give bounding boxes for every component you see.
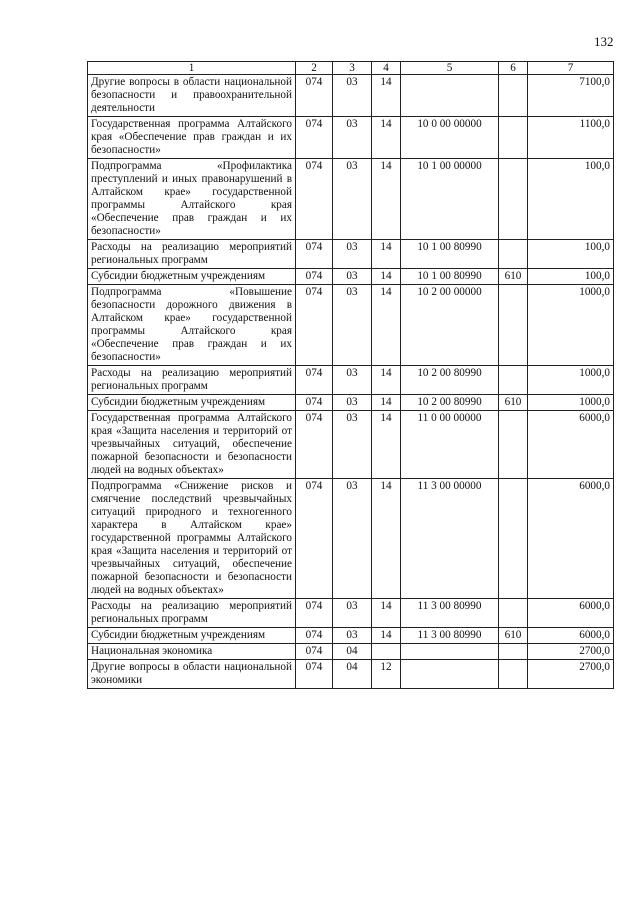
table-header-row xyxy=(88,62,614,75)
target-article-cell xyxy=(401,660,499,689)
table-row xyxy=(88,599,614,628)
expense-type-cell xyxy=(499,159,528,240)
target-article-cell: 10 1 00 80990 xyxy=(401,240,499,269)
amount-cell: 6000,0 xyxy=(528,628,614,644)
amount-cell: 100,0 xyxy=(528,240,614,269)
column-3-cell: 03 xyxy=(333,269,372,285)
target-article-cell: 10 2 00 80990 xyxy=(401,395,499,411)
amount-cell: 6000,0 xyxy=(528,411,614,479)
amount-cell: 6000,0 xyxy=(528,479,614,599)
column-4-cell: 14 xyxy=(372,159,401,240)
target-article-cell: 10 2 00 00000 xyxy=(401,285,499,366)
column-4-cell: 14 xyxy=(372,366,401,395)
table-row xyxy=(88,117,614,159)
table-row xyxy=(88,644,614,660)
column-2-cell: 074 xyxy=(296,660,333,689)
row-name-cell: Субсидии бюджетным учреждениям xyxy=(88,628,296,644)
amount-cell: 1000,0 xyxy=(528,366,614,395)
column-2-cell: 074 xyxy=(296,479,333,599)
column-header: 6 xyxy=(499,62,528,75)
column-2-cell: 074 xyxy=(296,644,333,660)
expense-type-cell xyxy=(499,240,528,269)
row-name-cell: Другие вопросы в области национальной безопасности и правоохранительной деятельности xyxy=(88,75,296,117)
table-row xyxy=(88,240,614,269)
row-name-cell: Государственная программа Алтайского края «Защита населения и территорий от чрезвычайных ситуаций, обеспечение пожарной безопасности и безопасности людей на водных объектах» xyxy=(88,411,296,479)
table-row xyxy=(88,479,614,599)
column-4-cell: 14 xyxy=(372,117,401,159)
row-name-cell: Субсидии бюджетным учреждениям xyxy=(88,395,296,411)
column-3-cell: 03 xyxy=(333,411,372,479)
table-row xyxy=(88,628,614,644)
column-3-cell: 03 xyxy=(333,479,372,599)
row-name-cell: Подпрограмма «Снижение рисков и смягчение последствий чрезвычайных ситуаций природного и техногенного характера в Алтайском крае» государственной программы Алтайского края «Защита населения и территорий от чрезвычайных ситуаций, обеспечение пожарной безопасности и безопасности людей на водных объектах» xyxy=(88,479,296,599)
expense-type-cell: 610 xyxy=(499,269,528,285)
column-header: 4 xyxy=(372,62,401,75)
expense-type-cell xyxy=(499,479,528,599)
column-3-cell: 03 xyxy=(333,599,372,628)
table-row xyxy=(88,366,614,395)
row-name-cell: Расходы на реализацию мероприятий региональных программ xyxy=(88,240,296,269)
column-3-cell: 03 xyxy=(333,395,372,411)
expense-type-cell xyxy=(499,285,528,366)
column-header: 7 xyxy=(528,62,614,75)
table-row xyxy=(88,411,614,479)
column-3-cell: 03 xyxy=(333,159,372,240)
column-4-cell: 14 xyxy=(372,628,401,644)
column-3-cell: 03 xyxy=(333,628,372,644)
column-header: 2 xyxy=(296,62,333,75)
column-2-cell: 074 xyxy=(296,159,333,240)
row-name-cell: Государственная программа Алтайского края «Обеспечение прав граждан и их безопасности» xyxy=(88,117,296,159)
target-article-cell: 11 3 00 00000 xyxy=(401,479,499,599)
row-name-cell: Подпрограмма «Профилактика преступлений и иных правонарушений в Алтайском крае» государственной программы Алтайского края «Обеспечение прав граждан и их безопасности» xyxy=(88,159,296,240)
column-3-cell: 04 xyxy=(333,644,372,660)
column-3-cell: 03 xyxy=(333,285,372,366)
row-name-cell: Расходы на реализацию мероприятий региональных программ xyxy=(88,599,296,628)
target-article-cell: 10 1 00 80990 xyxy=(401,269,499,285)
target-article-cell: 11 0 00 00000 xyxy=(401,411,499,479)
column-3-cell: 03 xyxy=(333,117,372,159)
column-3-cell: 04 xyxy=(333,660,372,689)
expense-type-cell xyxy=(499,75,528,117)
expense-type-cell xyxy=(499,660,528,689)
amount-cell: 100,0 xyxy=(528,269,614,285)
expense-type-cell xyxy=(499,117,528,159)
column-2-cell: 074 xyxy=(296,75,333,117)
column-header: 1 xyxy=(88,62,296,75)
column-4-cell: 14 xyxy=(372,75,401,117)
amount-cell: 100,0 xyxy=(528,159,614,240)
table-row xyxy=(88,660,614,689)
expense-type-cell xyxy=(499,599,528,628)
expense-type-cell xyxy=(499,411,528,479)
expense-type-cell xyxy=(499,644,528,660)
target-article-cell: 11 3 00 80990 xyxy=(401,628,499,644)
row-name-cell: Другие вопросы в области национальной экономики xyxy=(88,660,296,689)
amount-cell: 2700,0 xyxy=(528,660,614,689)
table-row xyxy=(88,395,614,411)
budget-table xyxy=(87,61,614,689)
column-4-cell: 14 xyxy=(372,269,401,285)
target-article-cell: 11 3 00 80990 xyxy=(401,599,499,628)
column-4-cell: 14 xyxy=(372,599,401,628)
table-row xyxy=(88,285,614,366)
page-number: 132 xyxy=(594,34,614,49)
amount-cell: 7100,0 xyxy=(528,75,614,117)
table-body xyxy=(88,75,614,689)
column-3-cell: 03 xyxy=(333,366,372,395)
column-4-cell: 14 xyxy=(372,479,401,599)
column-2-cell: 074 xyxy=(296,599,333,628)
row-name-cell: Подпрограмма «Повышение безопасности дорожного движения в Алтайском крае» государственной программы Алтайского края «Обеспечение прав граждан и их безопасности» xyxy=(88,285,296,366)
target-article-cell: 10 1 00 00000 xyxy=(401,159,499,240)
column-4-cell: 14 xyxy=(372,240,401,269)
column-4-cell: 14 xyxy=(372,411,401,479)
row-name-cell: Расходы на реализацию мероприятий региональных программ xyxy=(88,366,296,395)
column-header: 5 xyxy=(401,62,499,75)
column-2-cell: 074 xyxy=(296,628,333,644)
table-row xyxy=(88,269,614,285)
amount-cell: 2700,0 xyxy=(528,644,614,660)
column-3-cell: 03 xyxy=(333,240,372,269)
row-name-cell: Субсидии бюджетным учреждениям xyxy=(88,269,296,285)
column-header: 3 xyxy=(333,62,372,75)
target-article-cell: 10 0 00 00000 xyxy=(401,117,499,159)
amount-cell: 1000,0 xyxy=(528,285,614,366)
column-2-cell: 074 xyxy=(296,395,333,411)
amount-cell: 1100,0 xyxy=(528,117,614,159)
table-row xyxy=(88,159,614,240)
amount-cell: 1000,0 xyxy=(528,395,614,411)
column-2-cell: 074 xyxy=(296,240,333,269)
column-2-cell: 074 xyxy=(296,366,333,395)
expense-type-cell xyxy=(499,366,528,395)
column-4-cell: 12 xyxy=(372,660,401,689)
expense-type-cell: 610 xyxy=(499,395,528,411)
column-4-cell: 14 xyxy=(372,285,401,366)
amount-cell: 6000,0 xyxy=(528,599,614,628)
target-article-cell: 10 2 00 80990 xyxy=(401,366,499,395)
column-4-cell xyxy=(372,644,401,660)
column-2-cell: 074 xyxy=(296,285,333,366)
column-2-cell: 074 xyxy=(296,411,333,479)
column-2-cell: 074 xyxy=(296,117,333,159)
table-row xyxy=(88,75,614,117)
target-article-cell xyxy=(401,75,499,117)
column-3-cell: 03 xyxy=(333,75,372,117)
row-name-cell: Национальная экономика xyxy=(88,644,296,660)
expense-type-cell: 610 xyxy=(499,628,528,644)
column-4-cell: 14 xyxy=(372,395,401,411)
column-2-cell: 074 xyxy=(296,269,333,285)
target-article-cell xyxy=(401,644,499,660)
